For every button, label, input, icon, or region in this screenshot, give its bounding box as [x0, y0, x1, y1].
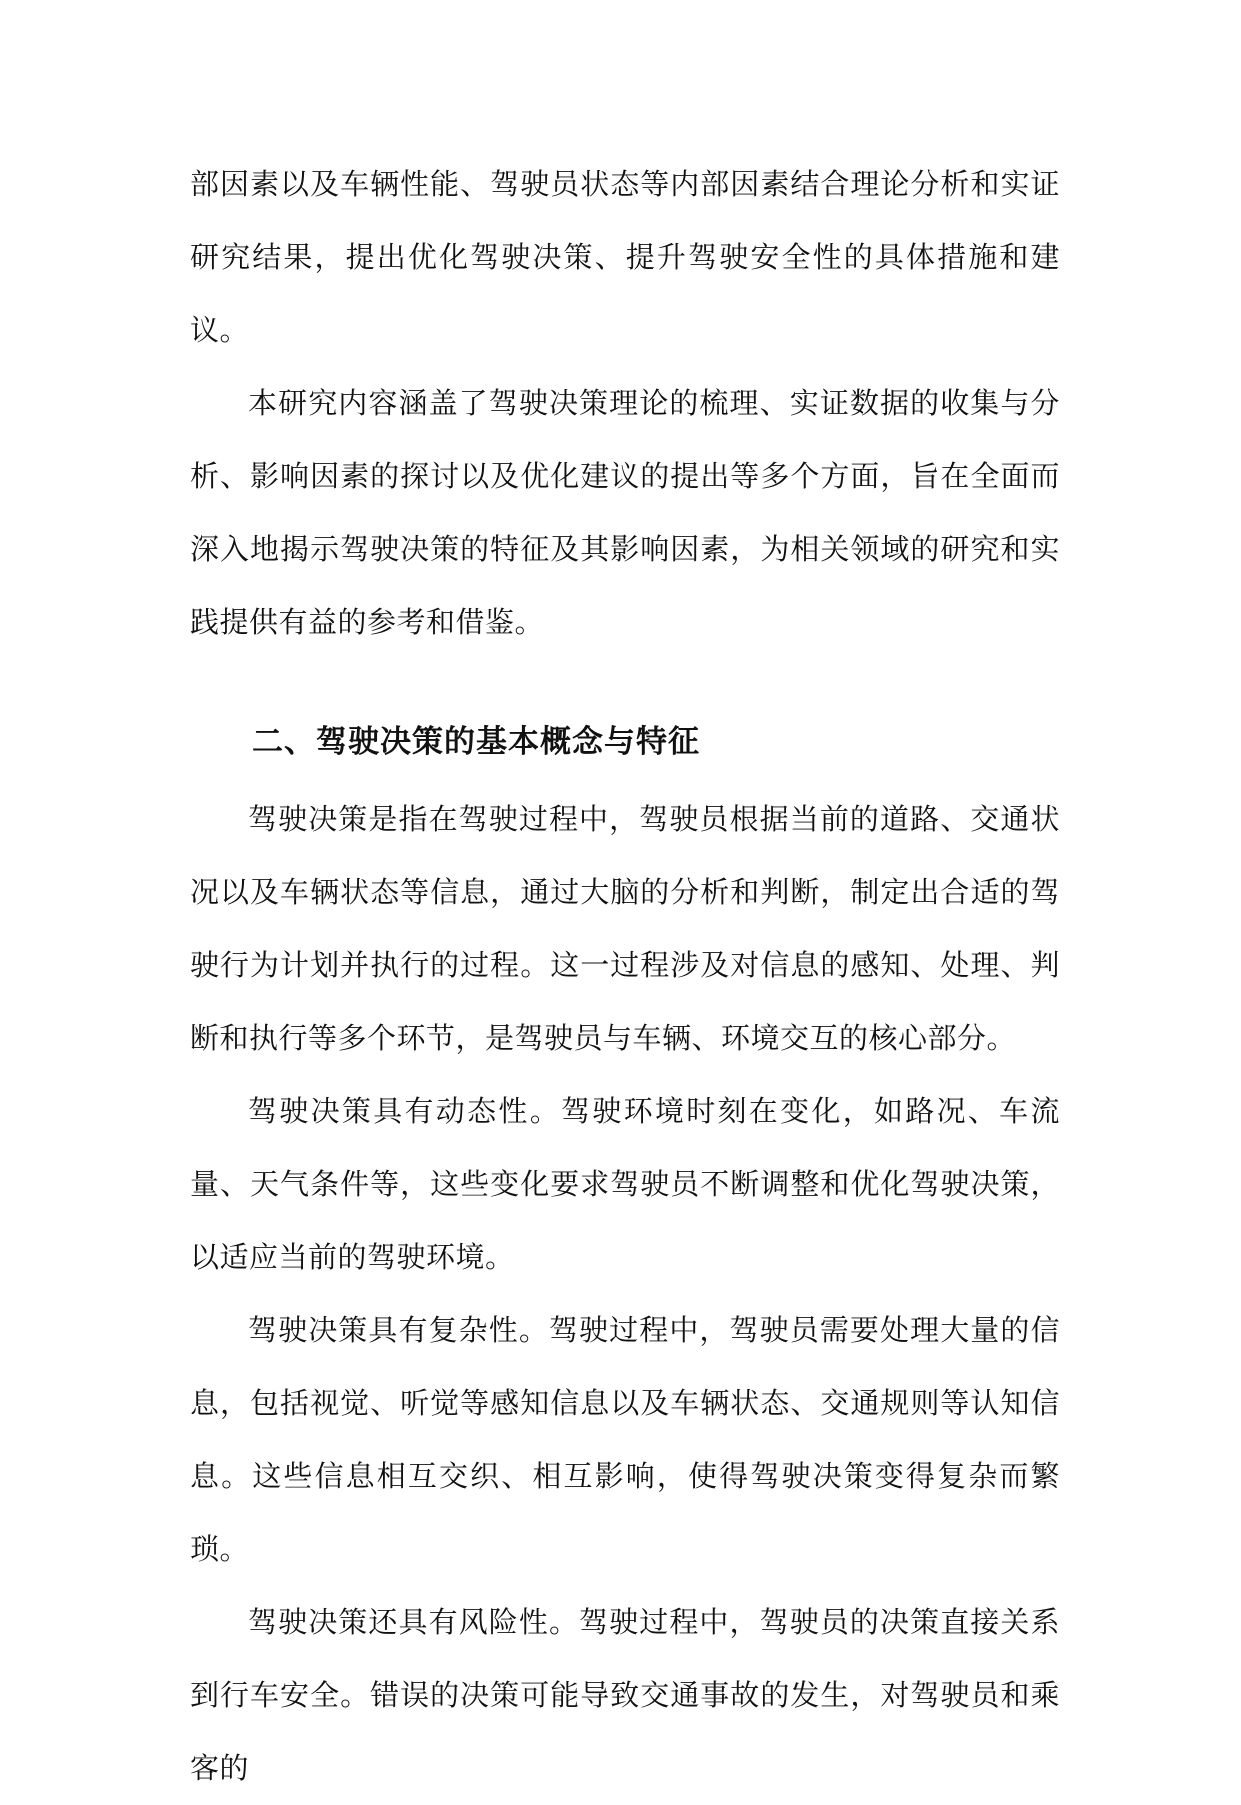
paragraph-complexity: 驾驶决策具有复杂性。驾驶过程中，驾驶员需要处理大量的信息，包括视觉、听觉等感知信息以及车辆状态、交通规则等认知信息。这些信息相互交织、相互影响，使得驾驶决策变得复杂而繁琐。 [190, 1313, 1060, 1566]
section-heading: 二、驾驶决策的基本概念与特征 [252, 724, 700, 760]
paragraph-continued: 部因素以及车辆性能、驾驶员状态等内部因素结合理论分析和实证研究结果，提出优化驾驶决策、提升驾驶安全性的具体措施和建议。 [190, 167, 1060, 347]
document-body [190, 148, 1060, 1805]
paragraph-risk: 驾驶决策还具有风险性。驾驶过程中，驾驶员的决策直接关系到行车安全。错误的决策可能导致交通事故的发生，对驾驶员和乘客的 [190, 1605, 1060, 1785]
paragraph-research-scope: 本研究内容涵盖了驾驶决策理论的梳理、实证数据的收集与分析、影响因素的探讨以及优化建议的提出等多个方面，旨在全面而深入地揭示驾驶决策的特征及其影响因素，为相关领域的研究和实践提供有益的参考和借鉴。 [190, 386, 1060, 639]
paragraph-definition: 驾驶决策是指在驾驶过程中，驾驶员根据当前的道路、交通状况以及车辆状态等信息，通过大脑的分析和判断，制定出合适的驾驶行为计划并执行的过程。这一过程涉及对信息的感知、处理、判断和执行等多个环节，是驾驶员与车辆、环境交互的核心部分。 [190, 802, 1060, 1055]
paragraph-dynamic: 驾驶决策具有动态性。驾驶环境时刻在变化，如路况、车流量、天气条件等，这些变化要求驾驶员不断调整和优化驾驶决策，以适应当前的驾驶环境。 [190, 1094, 1060, 1274]
